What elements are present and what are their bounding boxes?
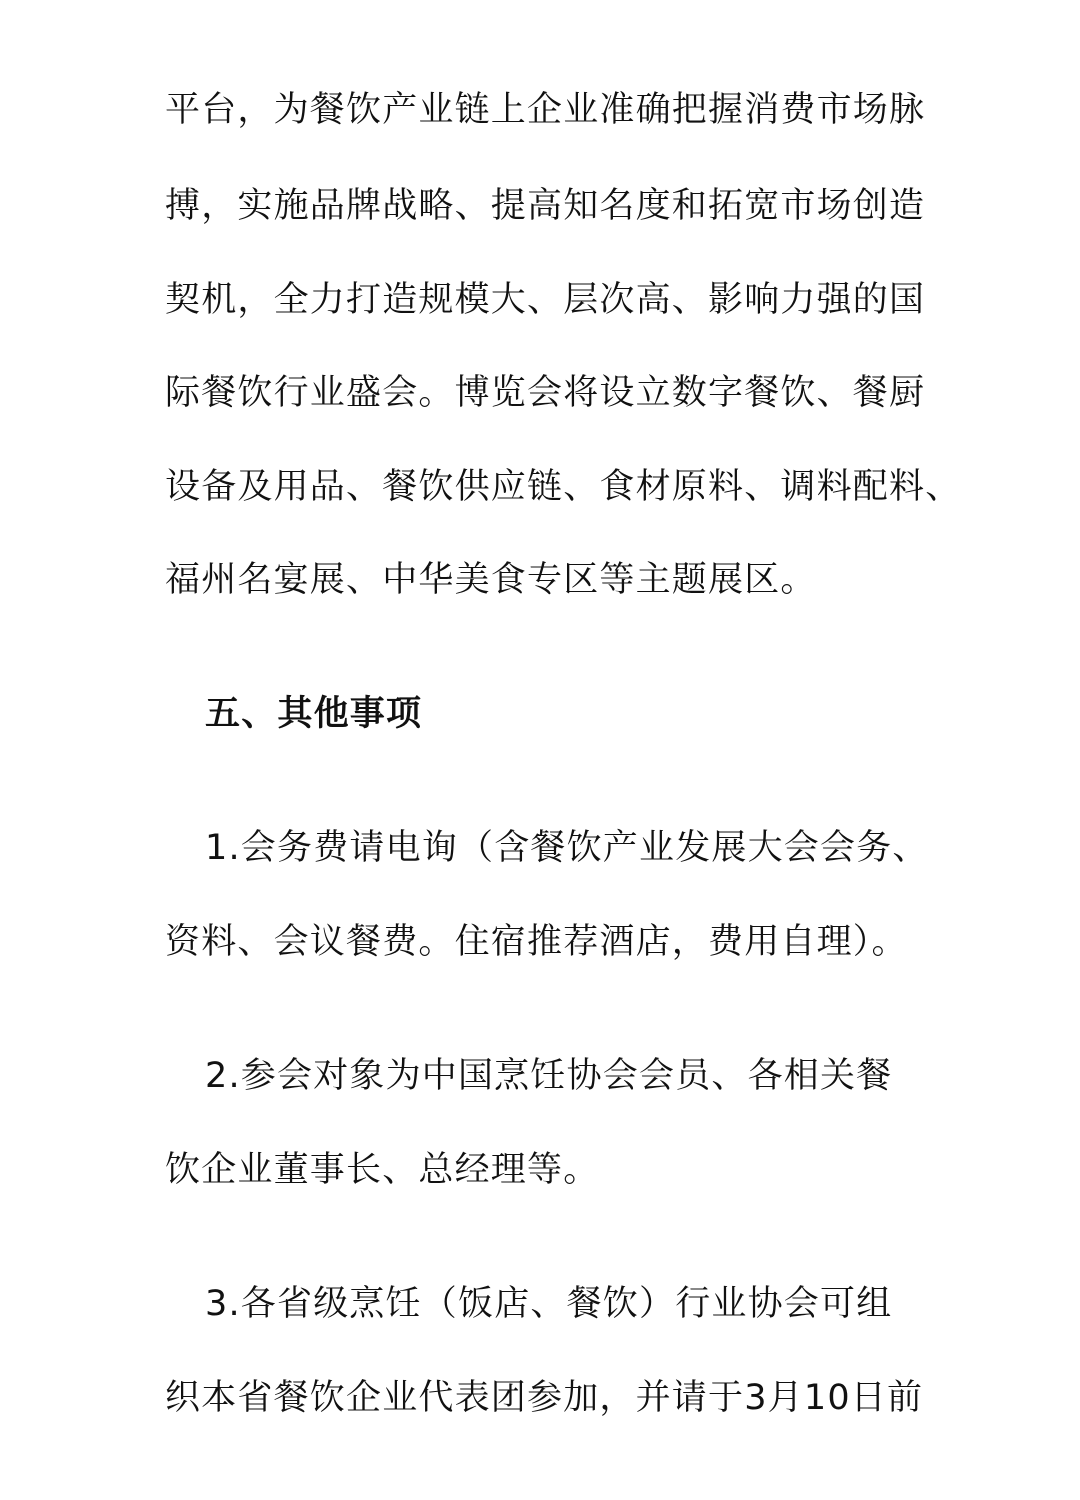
paragraph-line: 平台，为餐饮产业链上企业准确把握消费市场脉	[165, 90, 926, 130]
item-line: 3.各省级烹饪（饭店、餐饮）行业协会可组	[205, 1284, 893, 1324]
paragraph-line: 契机，全力打造规模大、层次高、影响力强的国	[165, 280, 926, 320]
paragraph-line: 设备及用品、餐饮供应链、食材原料、调料配料、	[165, 467, 962, 507]
paragraph-line: 福州名宴展、中华美食专区等主题展区。	[165, 560, 817, 600]
item-line: 织本省餐饮企业代表团参加，并请于3月10日前	[165, 1378, 924, 1418]
paragraph-line: 搏，实施品牌战略、提高知名度和拓宽市场创造	[165, 186, 926, 226]
section-heading: 五、其他事项	[205, 694, 423, 734]
item-line: 1.会务费请电询（含餐饮产业发展大会会务、	[205, 828, 929, 868]
paragraph-line: 际餐饮行业盛会。博览会将设立数字餐饮、餐厨	[165, 373, 926, 413]
item-line: 饮企业董事长、总经理等。	[165, 1150, 600, 1190]
item-line: 2.参会对象为中国烹饪协会会员、各相关餐	[205, 1056, 893, 1096]
item-line: 资料、会议餐费。住宿推荐酒店，费用自理）。	[165, 922, 908, 962]
